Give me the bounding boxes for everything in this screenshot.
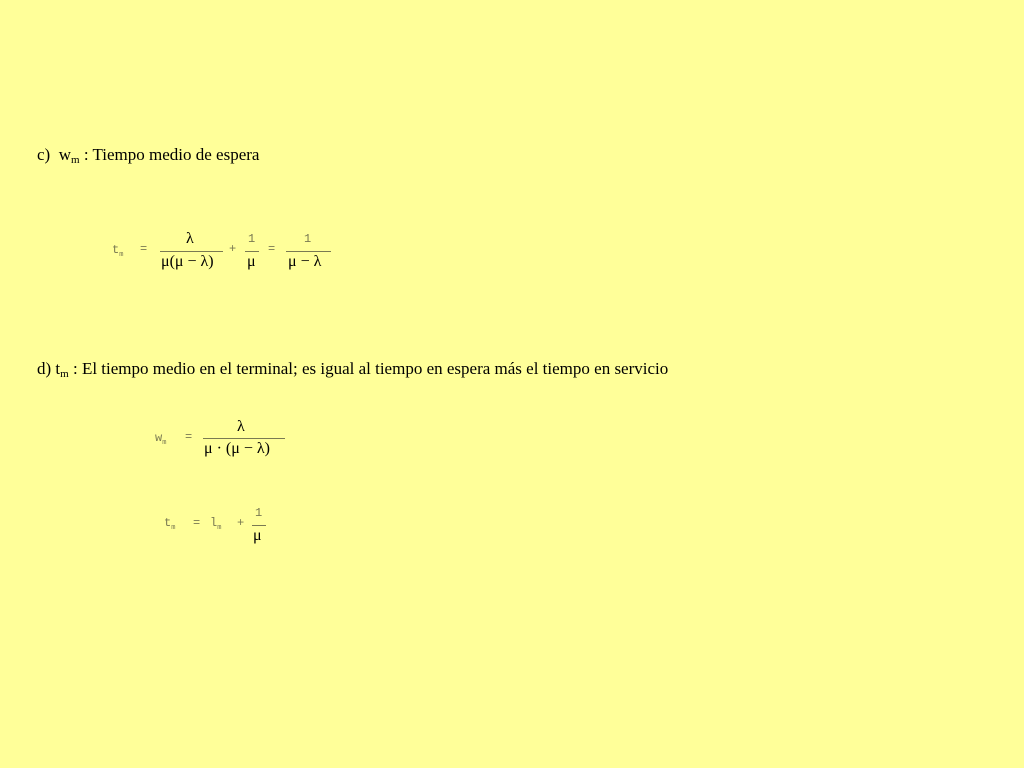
section-c-description: : Tiempo medio de espera	[83, 145, 260, 164]
formula-wm-equals: =	[185, 430, 193, 444]
fraction-bar-5	[252, 525, 266, 526]
formula-tm-plus: +	[229, 242, 237, 256]
fraction-bar-3	[286, 251, 331, 252]
fraction-bar-1	[160, 251, 223, 252]
formula-tm-sum-term: $l_m$	[210, 516, 222, 532]
section-d-variable: $t_m$	[55, 359, 69, 380]
formula-tm-equals-1: =	[140, 242, 148, 256]
formula-tm-sum-equals: =	[193, 516, 201, 530]
formula-tm-lhs: $t_m$	[112, 243, 124, 259]
section-d-description: : El tiempo medio en el terminal; es igual al tiempo en espera más el tiempo en servicio	[72, 359, 669, 378]
formula-tm-sum-lhs: $t_m$	[164, 516, 176, 532]
formula-tm-equals-2: =	[268, 242, 276, 256]
formula-tm-denominator-3: μ − λ	[288, 253, 322, 270]
formula-tm-numerator-1: λ	[186, 230, 194, 247]
formula-tm-sum-plus: +	[237, 516, 245, 530]
formula-wm-denominator: μ · (μ − λ)	[204, 440, 270, 457]
section-c-label: c)	[37, 145, 51, 164]
section-c-variable: $w_m$	[58, 145, 80, 166]
formula-wm-numerator: λ	[237, 418, 245, 435]
fraction-bar-2	[245, 251, 259, 252]
formula-tm-sum-numerator: 1	[255, 506, 263, 520]
section-c-heading	[37, 145, 259, 166]
section-d-heading	[37, 359, 668, 380]
formula-tm-numerator-2: 1	[248, 232, 256, 246]
section-d-label: d)	[37, 359, 52, 378]
formula-tm-denominator-1: μ(μ − λ)	[161, 253, 214, 270]
fraction-bar-4	[203, 438, 285, 439]
formula-tm-sum-denominator: μ	[253, 527, 262, 544]
formula-tm-numerator-3: 1	[304, 232, 312, 246]
formula-tm-denominator-2: μ	[247, 253, 256, 270]
formula-wm-lhs: $w_m$	[155, 431, 167, 447]
